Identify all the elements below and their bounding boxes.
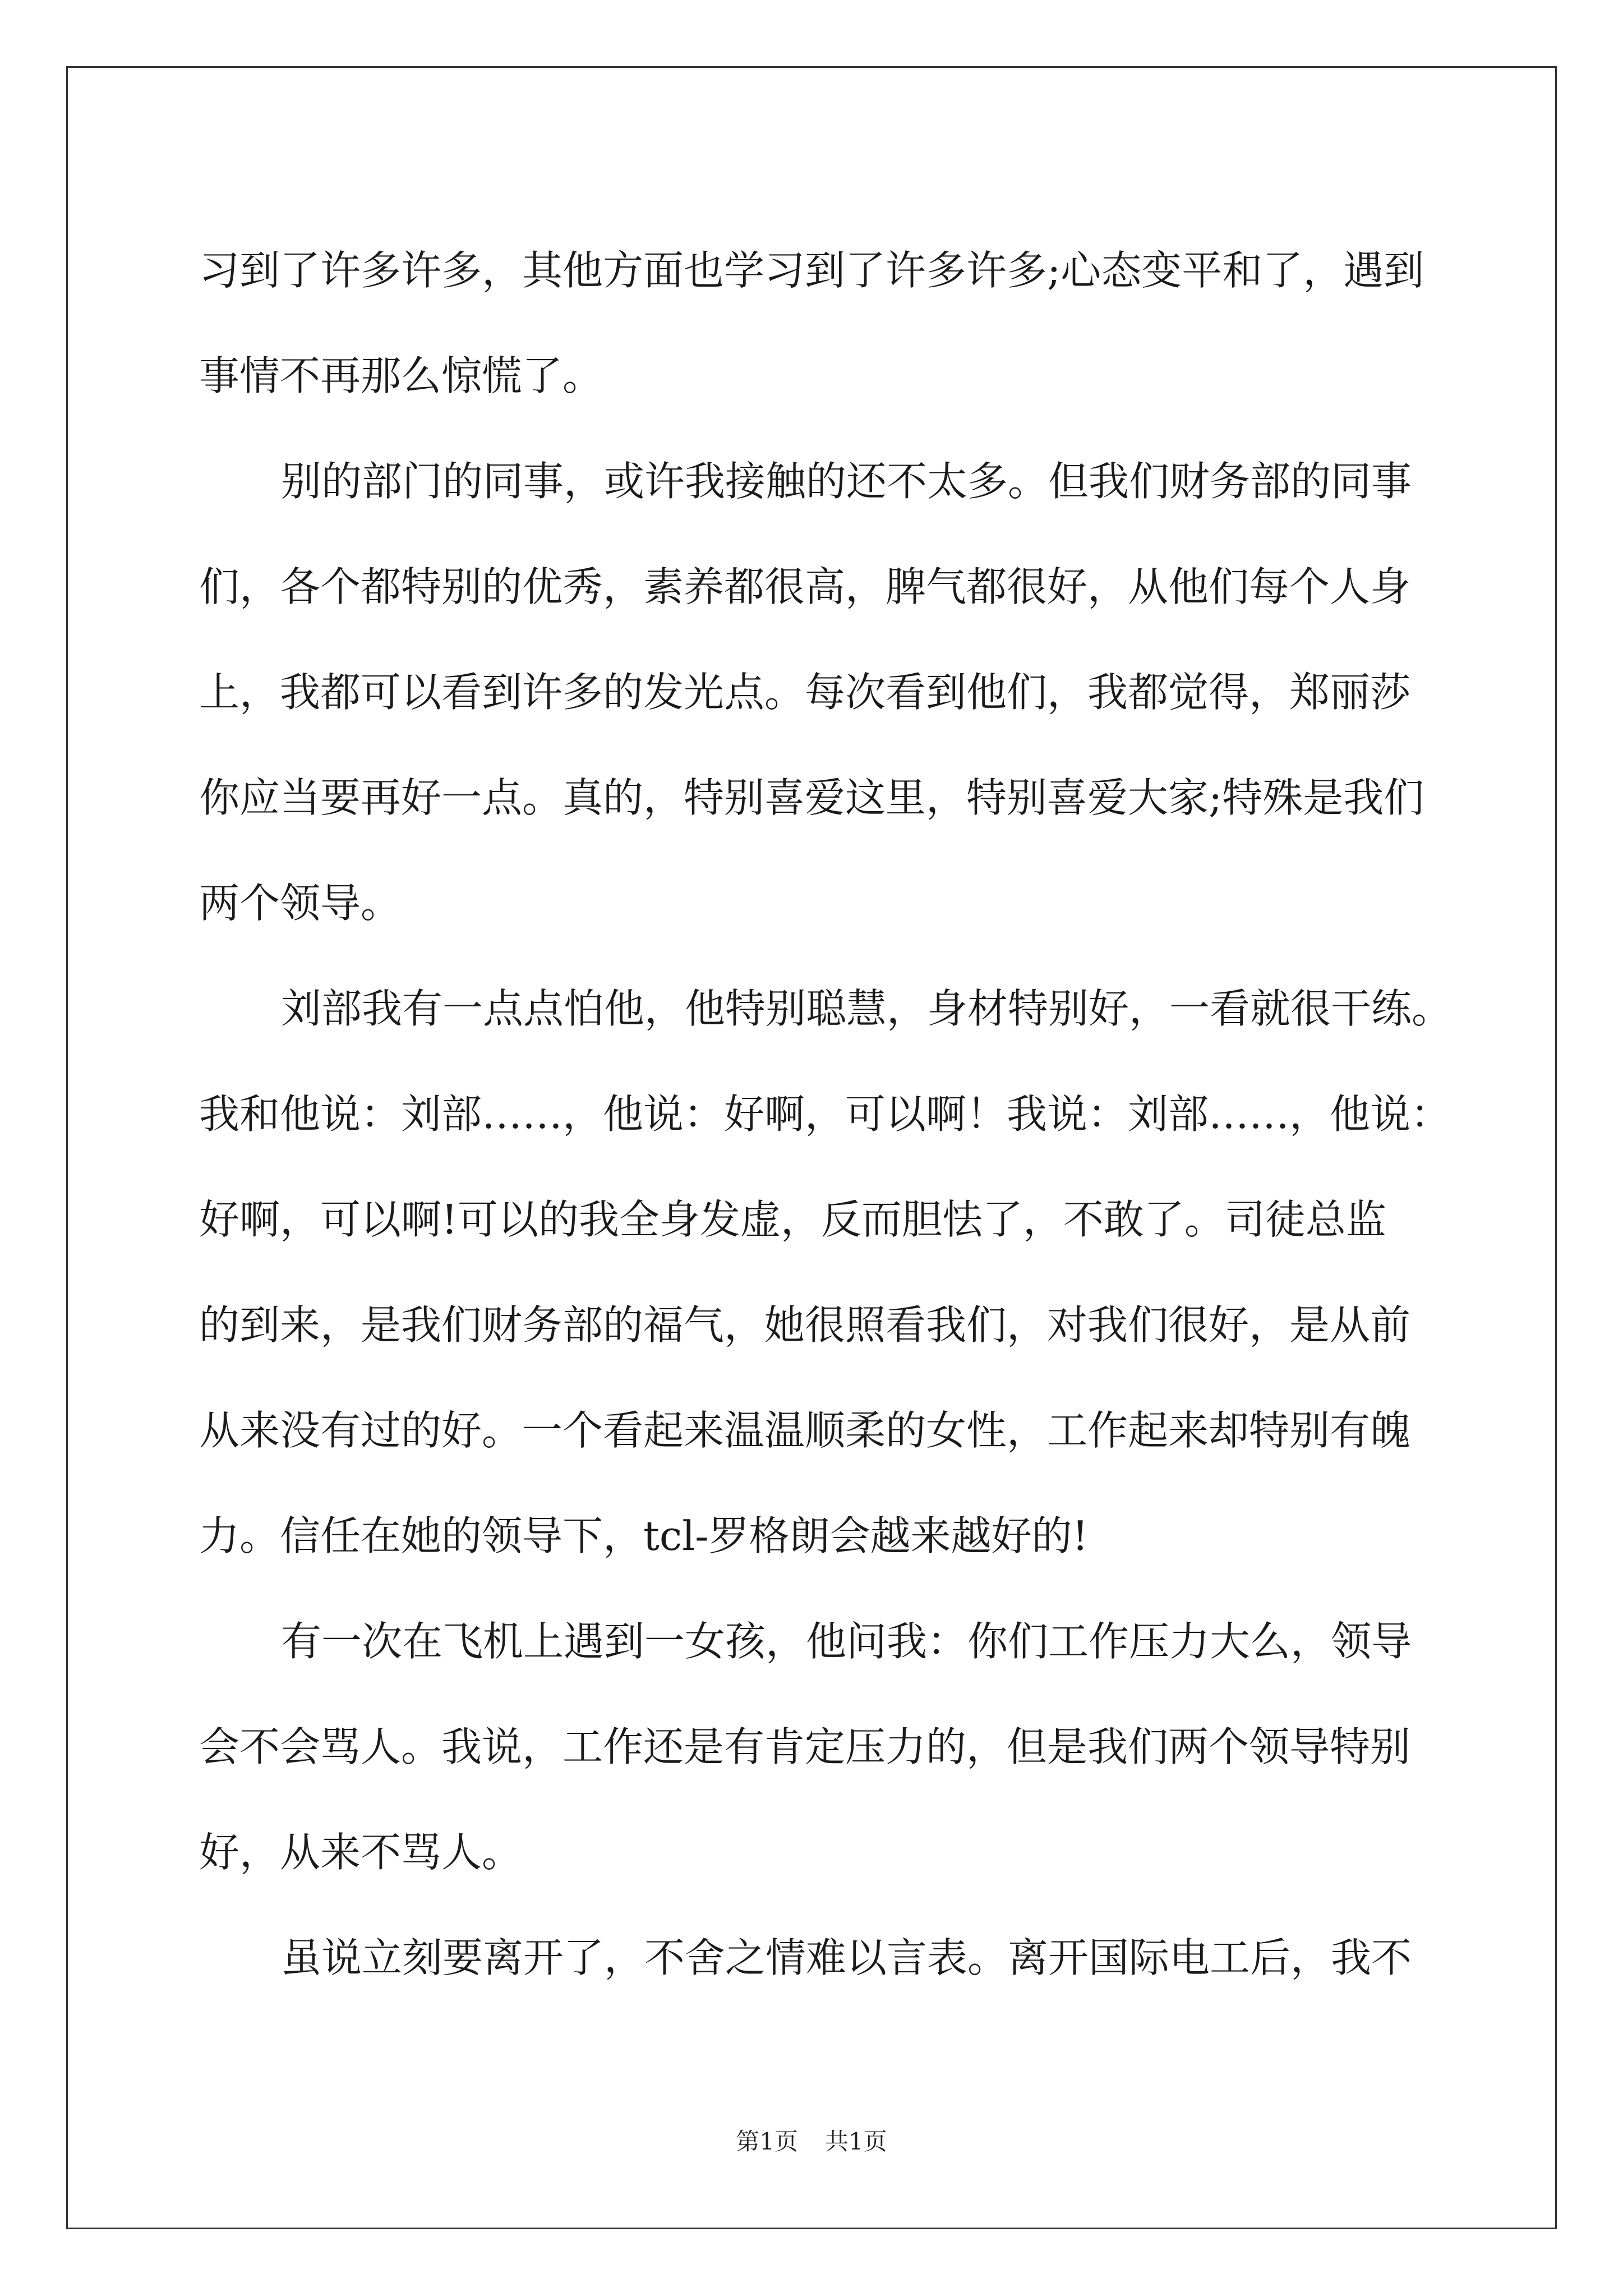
page-number-current: 第1页 bbox=[736, 2128, 798, 2155]
text-line-9: 我和他说：刘部……，他说：好啊，可以啊！我说：刘部……，他说： bbox=[199, 1091, 1451, 1138]
text-line-14: 有一次在飞机上遇到一女孩，他问我：你们工作压力大么，领导 bbox=[281, 1618, 1412, 1665]
text-line-15: 会不会骂人。我说，工作还是有肯定压力的，但是我们两个领导特别 bbox=[199, 1723, 1411, 1770]
document-body bbox=[199, 218, 1453, 2010]
text-line-7: 两个领导。 bbox=[199, 880, 402, 927]
text-line-2: 事情不再那么惊慌了。 bbox=[199, 352, 603, 399]
page-footer bbox=[0, 2125, 1623, 2159]
text-line-1: 习到了许多许多，其他方面也学习到了许多许多;心态变平和了，遇到 bbox=[199, 247, 1424, 294]
text-line-12: 从来没有过的好。一个看起来温温顺柔的女性，工作起来却特别有魄 bbox=[199, 1407, 1411, 1454]
text-line-8: 刘部我有一点点怕他，他特别聪慧，身材特别好，一看就很干练。 bbox=[281, 985, 1453, 1032]
text-line-13: 力。信任在她的领导下，tcl-罗格朗会越来越好的! bbox=[199, 1512, 1089, 1559]
text-line-17: 虽说立刻要离开了，不舍之情难以言表。离开国际电工后，我不 bbox=[281, 1934, 1412, 1981]
text-line-16: 好，从来不骂人。 bbox=[199, 1829, 523, 1876]
text-line-11: 的到来，是我们财务部的福气，她很照看我们，对我们很好，是从前 bbox=[199, 1301, 1411, 1349]
text-line-5: 上，我都可以看到许多的发光点。每次看到他们，我都觉得，郑丽莎 bbox=[199, 669, 1411, 716]
page-number-total: 共1页 bbox=[825, 2128, 887, 2155]
text-line-4: 们，各个都特别的优秀，素养都很高，脾气都很好，从他们每个人身 bbox=[199, 563, 1411, 610]
text-line-3: 别的部门的同事，或许我接触的还不太多。但我们财务部的同事 bbox=[281, 458, 1412, 505]
text-line-6: 你应当要再好一点。真的，特别喜爱这里，特别喜爱大家;特殊是我们 bbox=[199, 774, 1424, 821]
text-line-10: 好啊，可以啊!可以的我全身发虚，反而胆怯了，不敢了。司徒总监 bbox=[199, 1196, 1386, 1243]
